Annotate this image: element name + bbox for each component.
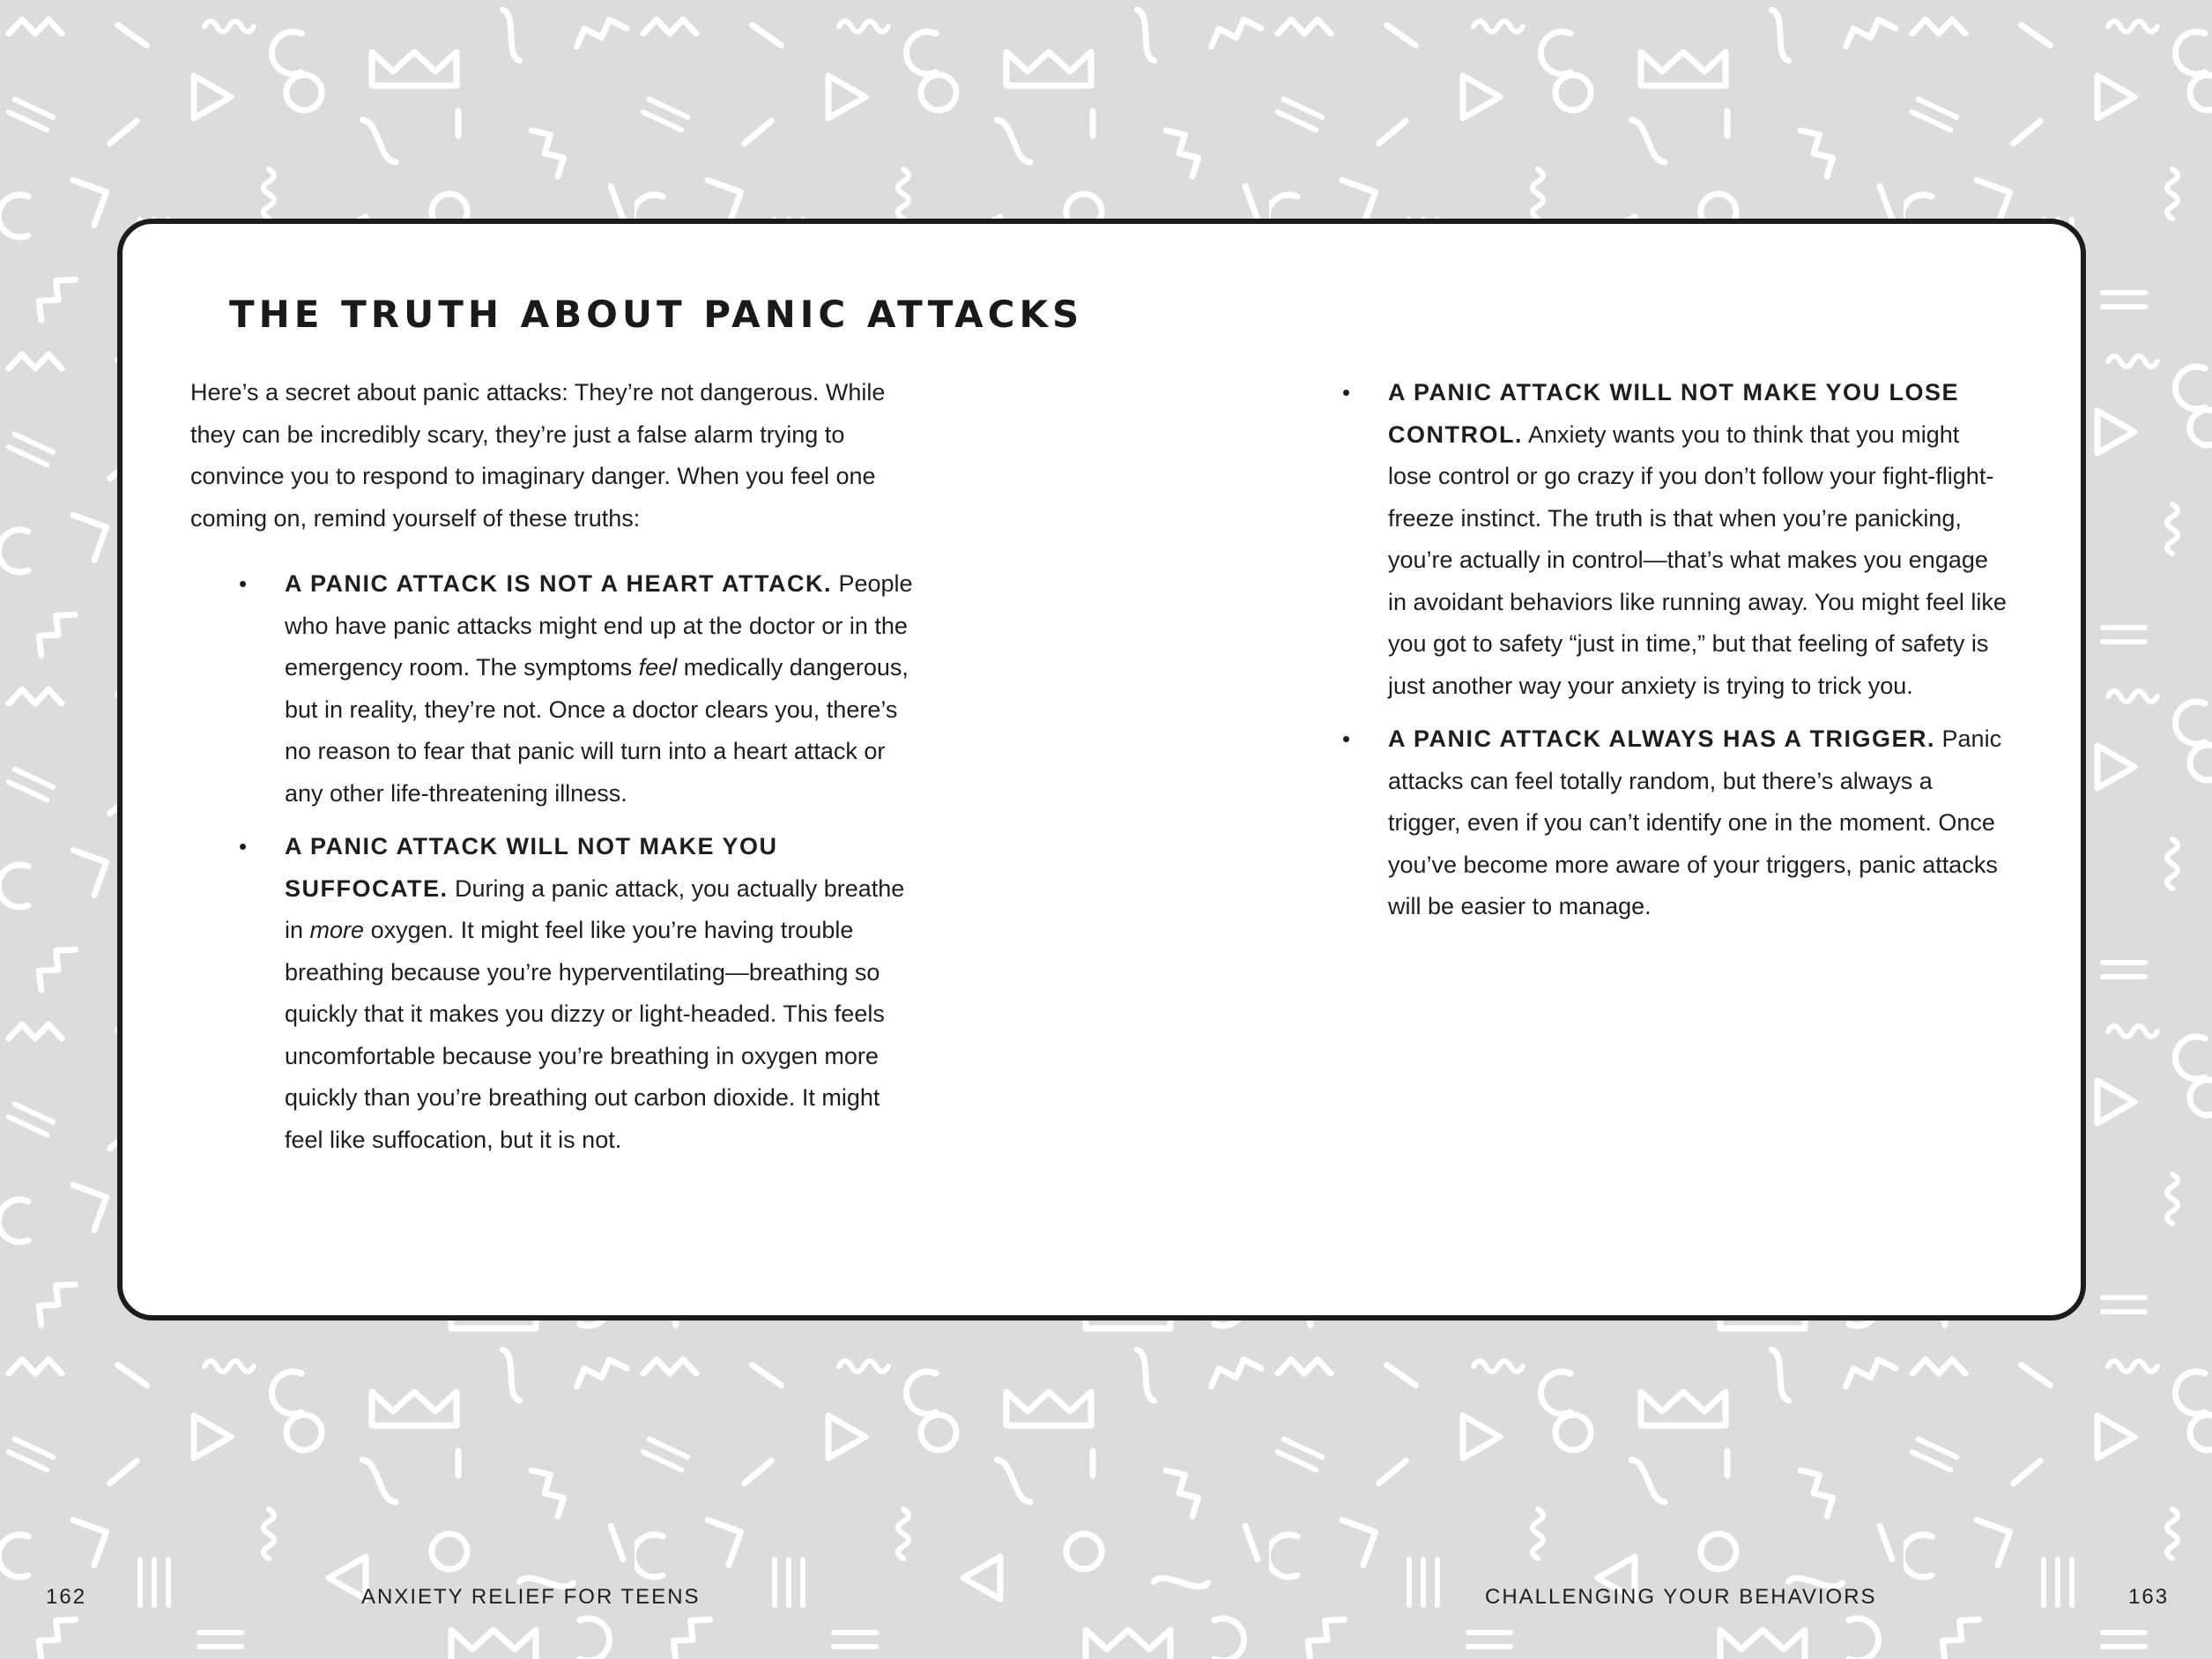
truth-text: Panic attacks can feel totally random, but there’s always a trigger, even if you can’t identify one in the moment. Once you’ve become more aware of your triggers, panic attacks will be easier to manage. — [1388, 725, 2002, 919]
truths-list-left — [190, 563, 913, 1161]
page-number-left: 162 — [46, 1585, 87, 1609]
truth-text: People who have panic attacks might end up at the doctor or in the emergency room. The symptoms — [285, 570, 913, 681]
bullet-icon: • — [1342, 379, 1351, 405]
page-number-right: 163 — [2128, 1585, 2170, 1609]
truth-emphasis: more — [309, 917, 365, 943]
truth-emphasis: feel — [638, 654, 678, 681]
truth-item — [1342, 718, 2009, 928]
truths-list-right — [1340, 372, 2009, 928]
running-title-left: ANXIETY RELIEF FOR TEENS — [361, 1585, 701, 1609]
bullet-icon: • — [239, 570, 248, 597]
truth-item — [239, 826, 913, 1161]
truth-item — [239, 563, 913, 815]
truth-text: medically dangerous, but in reality, they’re not. Once a doctor clears you, there’s no reason to fear that panic will turn into a heart attack or any other life-threatening illness. — [285, 654, 909, 807]
running-title-right: CHALLENGING YOUR BEHAVIORS — [1485, 1585, 1877, 1609]
truth-item — [1342, 372, 2009, 707]
bullet-icon: • — [1342, 725, 1351, 752]
truth-lead: A PANIC ATTACK IS NOT A HEART ATTACK. — [285, 570, 832, 597]
truth-text: During a panic attack, you actually breathe in — [285, 874, 905, 943]
truth-lead: A PANIC ATTACK WILL NOT MAKE YOU LOSE CONTROL. — [1388, 379, 1959, 448]
truth-text: Anxiety wants you to think that you might lose control or go crazy if you don’t follow your fight-flight-freeze instinct. The truth is that when you’re panicking, you’re actually in control—that’s what makes you engage in avoidant behaviors like running away. You might feel like you got to safety “just in time,” but that feeling of safety is just another way your anxiety is trying to trick you. — [1388, 420, 2007, 699]
page-title: THE TRUTH ABOUT PANIC ATTACKS — [229, 293, 1084, 336]
truth-text: oxygen. It might feel like you’re having trouble breathing because you’re hyperventilating—breathing so quickly that it makes you dizzy or light-headed. This feels uncomfortable because you’re breathing in oxygen more quickly than you’re breathing out carbon dioxide. It might feel like suffocation, but it is not. — [285, 917, 885, 1153]
right-column — [1340, 372, 2009, 940]
left-column — [190, 372, 913, 1172]
truth-lead: A PANIC ATTACK WILL NOT MAKE YOU SUFFOCATE. — [285, 833, 778, 902]
truth-lead: A PANIC ATTACK ALWAYS HAS A TRIGGER. — [1388, 725, 1936, 752]
intro-paragraph: Here’s a secret about panic attacks: They’re not dangerous. While they can be incredibly scary, they’re just a false alarm trying to convince you to respond to imaginary danger. When you feel one coming on, remind yourself of these truths: — [190, 379, 886, 532]
bullet-icon: • — [239, 833, 248, 859]
